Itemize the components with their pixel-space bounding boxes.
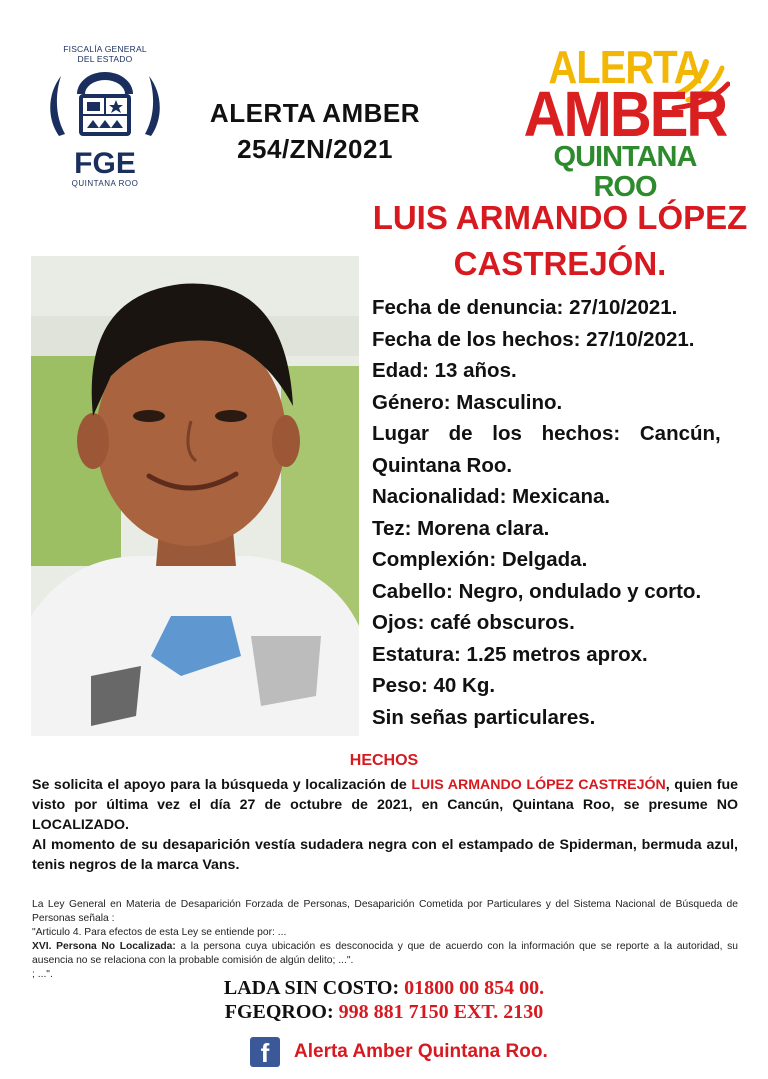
person-details — [372, 292, 752, 733]
legal-end: ; ...". — [32, 969, 53, 980]
hechos-p1-start: Se solicita el apoyo para la búsqueda y localización de — [32, 777, 412, 793]
detail-complexion: Complexión: Delgada. — [372, 548, 588, 571]
detail-edad: Edad: 13 años. — [372, 359, 517, 382]
detail-estatura: Estatura: 1.25 metros aprox. — [372, 642, 648, 666]
detail-genero: Género: Masculino. — [372, 390, 563, 414]
alert-header — [200, 95, 430, 167]
amber-logo-alerta: ALERTA — [548, 42, 702, 94]
detail-senas: Sin señas particulares. — [372, 705, 596, 729]
amber-logo-quintana-roo: QUINTANA ROO — [553, 141, 697, 203]
fge-org-line1: FISCALÍA GENERAL — [63, 44, 147, 54]
detail-lugar-cont: Quintana Roo. — [372, 453, 513, 477]
legal-xvi-label: XVI. Persona No Localizada: — [32, 941, 176, 952]
lada-number[interactable]: 01800 00 854 00. — [404, 977, 545, 999]
fge-org-line2: DEL ESTADO — [77, 54, 133, 64]
fgeqroo-number[interactable]: 998 881 7150 EXT. 2130 — [338, 1001, 544, 1023]
person-name-line1: LUIS ARMANDO LÓPEZ — [372, 199, 748, 236]
detail-peso: Peso: 40 Kg. — [372, 674, 496, 697]
fge-shield-emblem — [45, 64, 165, 144]
person-photo — [31, 256, 359, 736]
lada-label: LADA SIN COSTO: — [223, 977, 405, 999]
detail-fecha-hechos: Fecha de los hechos: 27/10/2021. — [372, 327, 695, 351]
alert-title: ALERTA AMBER — [209, 98, 421, 128]
detail-nacionalidad: Nacionalidad: Mexicana. — [372, 485, 611, 508]
hechos-text — [32, 775, 738, 875]
legal-articulo: "Articulo 4. Para efectos de esta Ley se entiende por: ... — [32, 927, 287, 938]
legal-intro: La Ley General en Materia de Desaparición Forzada de Personas, Desaparición Cometida por Particulares y del Sistema Nacional de Búsqueda de Personas señala : — [32, 899, 738, 924]
fge-acronym: FGE — [74, 147, 136, 180]
legal-xvi — [32, 940, 738, 968]
alerta-amber-logo — [520, 42, 730, 203]
detail-lugar: Lugar de los hechos: Cancún, — [372, 422, 721, 445]
hechos-paragraph-2: Al momento de su desaparición vestía sudadera negra con el estampado de Spiderman, bermuda azul, tenis negros de la marca Vans. — [32, 837, 738, 873]
legal-text — [32, 898, 738, 982]
hechos-p1-end: , quien fue visto por última vez el día 27 de octubre de 2021, en Cancún, Quintana Roo, se presume NO LOCALIZADO. — [32, 777, 738, 833]
person-name — [360, 195, 760, 287]
contact-block — [0, 976, 768, 1024]
facebook-link[interactable] — [250, 1036, 548, 1068]
fgeqroo-line — [0, 1000, 768, 1024]
facebook-label[interactable]: Alerta Amber Quintana Roo. — [294, 1041, 548, 1062]
fge-state: QUINTANA ROO — [71, 179, 139, 188]
amber-logo-amber: AMBER — [523, 78, 727, 151]
fge-logo — [40, 44, 170, 194]
detail-fecha-denuncia: Fecha de denuncia: 27/10/2021. — [372, 296, 678, 319]
facebook-icon: f — [250, 1037, 280, 1067]
hechos-p1-name: LUIS ARMANDO LÓPEZ CASTREJÓN — [411, 777, 666, 793]
hechos-paragraph-1 — [32, 775, 738, 835]
hechos-title: HECHOS — [349, 752, 419, 769]
person-photo-illustration — [31, 256, 359, 736]
detail-ojos: Ojos: café obscuros. — [372, 611, 575, 634]
lada-line — [0, 976, 768, 1000]
legal-xvi-text: a la persona cuya ubicación es desconocida y que de acuerdo con la información que se reporte a la autoridad, su ausencia no se relaciona con la probable comisión de algún delito; ...". — [32, 941, 739, 966]
detail-tez: Tez: Morena clara. — [372, 516, 550, 540]
detail-cabello: Cabello: Negro, ondulado y corto. — [372, 579, 702, 603]
alert-code: 254/ZN/2021 — [237, 134, 393, 164]
person-name-line2: CASTREJÓN. — [453, 245, 667, 282]
fgeqroo-label: FGEQROO: — [224, 1001, 339, 1023]
